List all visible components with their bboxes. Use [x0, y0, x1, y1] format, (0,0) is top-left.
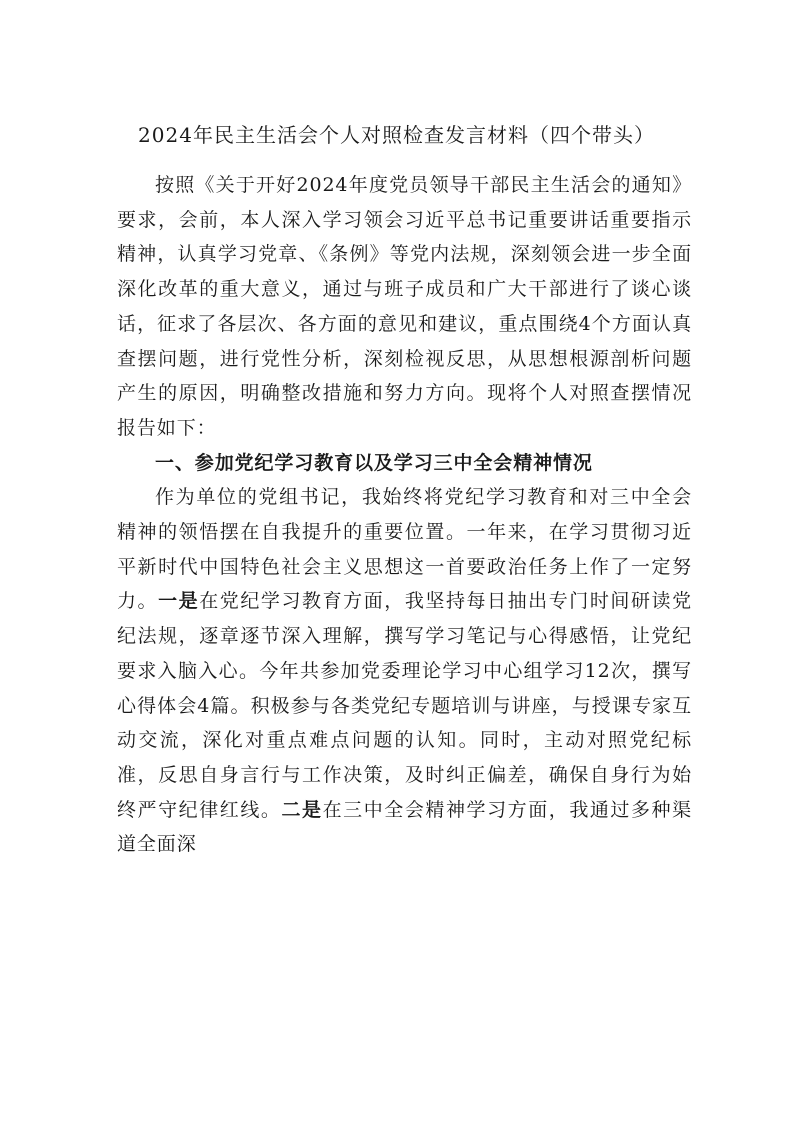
paragraph-text: 在三中全会精神学习方面，我通过多种渠道全面深	[117, 798, 693, 856]
document-body	[117, 168, 692, 862]
document-title: 2024年民主生活会个人对照检查发言材料（四个带头）	[138, 123, 655, 147]
section-heading: 一、参加党纪学习教育以及学习三中全会精神情况	[155, 451, 593, 474]
paragraph-text: 在党纪学习教育方面，我坚持每日抽出专门时间研读党纪法规，逐章逐节深入理解，撰写学习笔记与心得感悟，让党纪要求入脑入心。今年共参加党委理论学习中心组学习12次，撰写心得体会4篇。积极参与各类党纪专题培训与讲座，与授课专家互动交流，深化对重点难点问题的认知。同时，主动对照党纪标准，反思自身言行与工作决策，及时纠正偏差，确保自身行为始终严守纪律红线。	[117, 590, 692, 821]
point-marker-two: 二是	[281, 798, 323, 821]
section-paragraph	[117, 480, 692, 862]
point-marker-one: 一是	[158, 590, 200, 613]
intro-paragraph: 按照《关于开好2024年度党员领导干部民主生活会的通知》要求，会前，本人深入学习领会习近平总书记重要讲话重要指示精神，认真学习党章、《条例》等党内法规，深刻领会进一步全面深化改革的重大意义，通过与班子成员和广大干部进行了谈心谈话，征求了各层次、各方面的意见和建议，重点围绕4个方面认真查摆问题，进行党性分析，深刻检视反思，从思想根源剖析问题产生的原因，明确整改措施和努力方向。现将个人对照查摆情况报告如下：	[117, 174, 692, 439]
paragraph-text: 作为单位的党组书记，我始终将党纪学习教育和对三中全会精神的领悟摆在自我提升的重要位置。一年来，在学习贯彻习近平新时代中国特色社会主义思想这一首要政治任务上作了一定努力。	[117, 486, 692, 613]
